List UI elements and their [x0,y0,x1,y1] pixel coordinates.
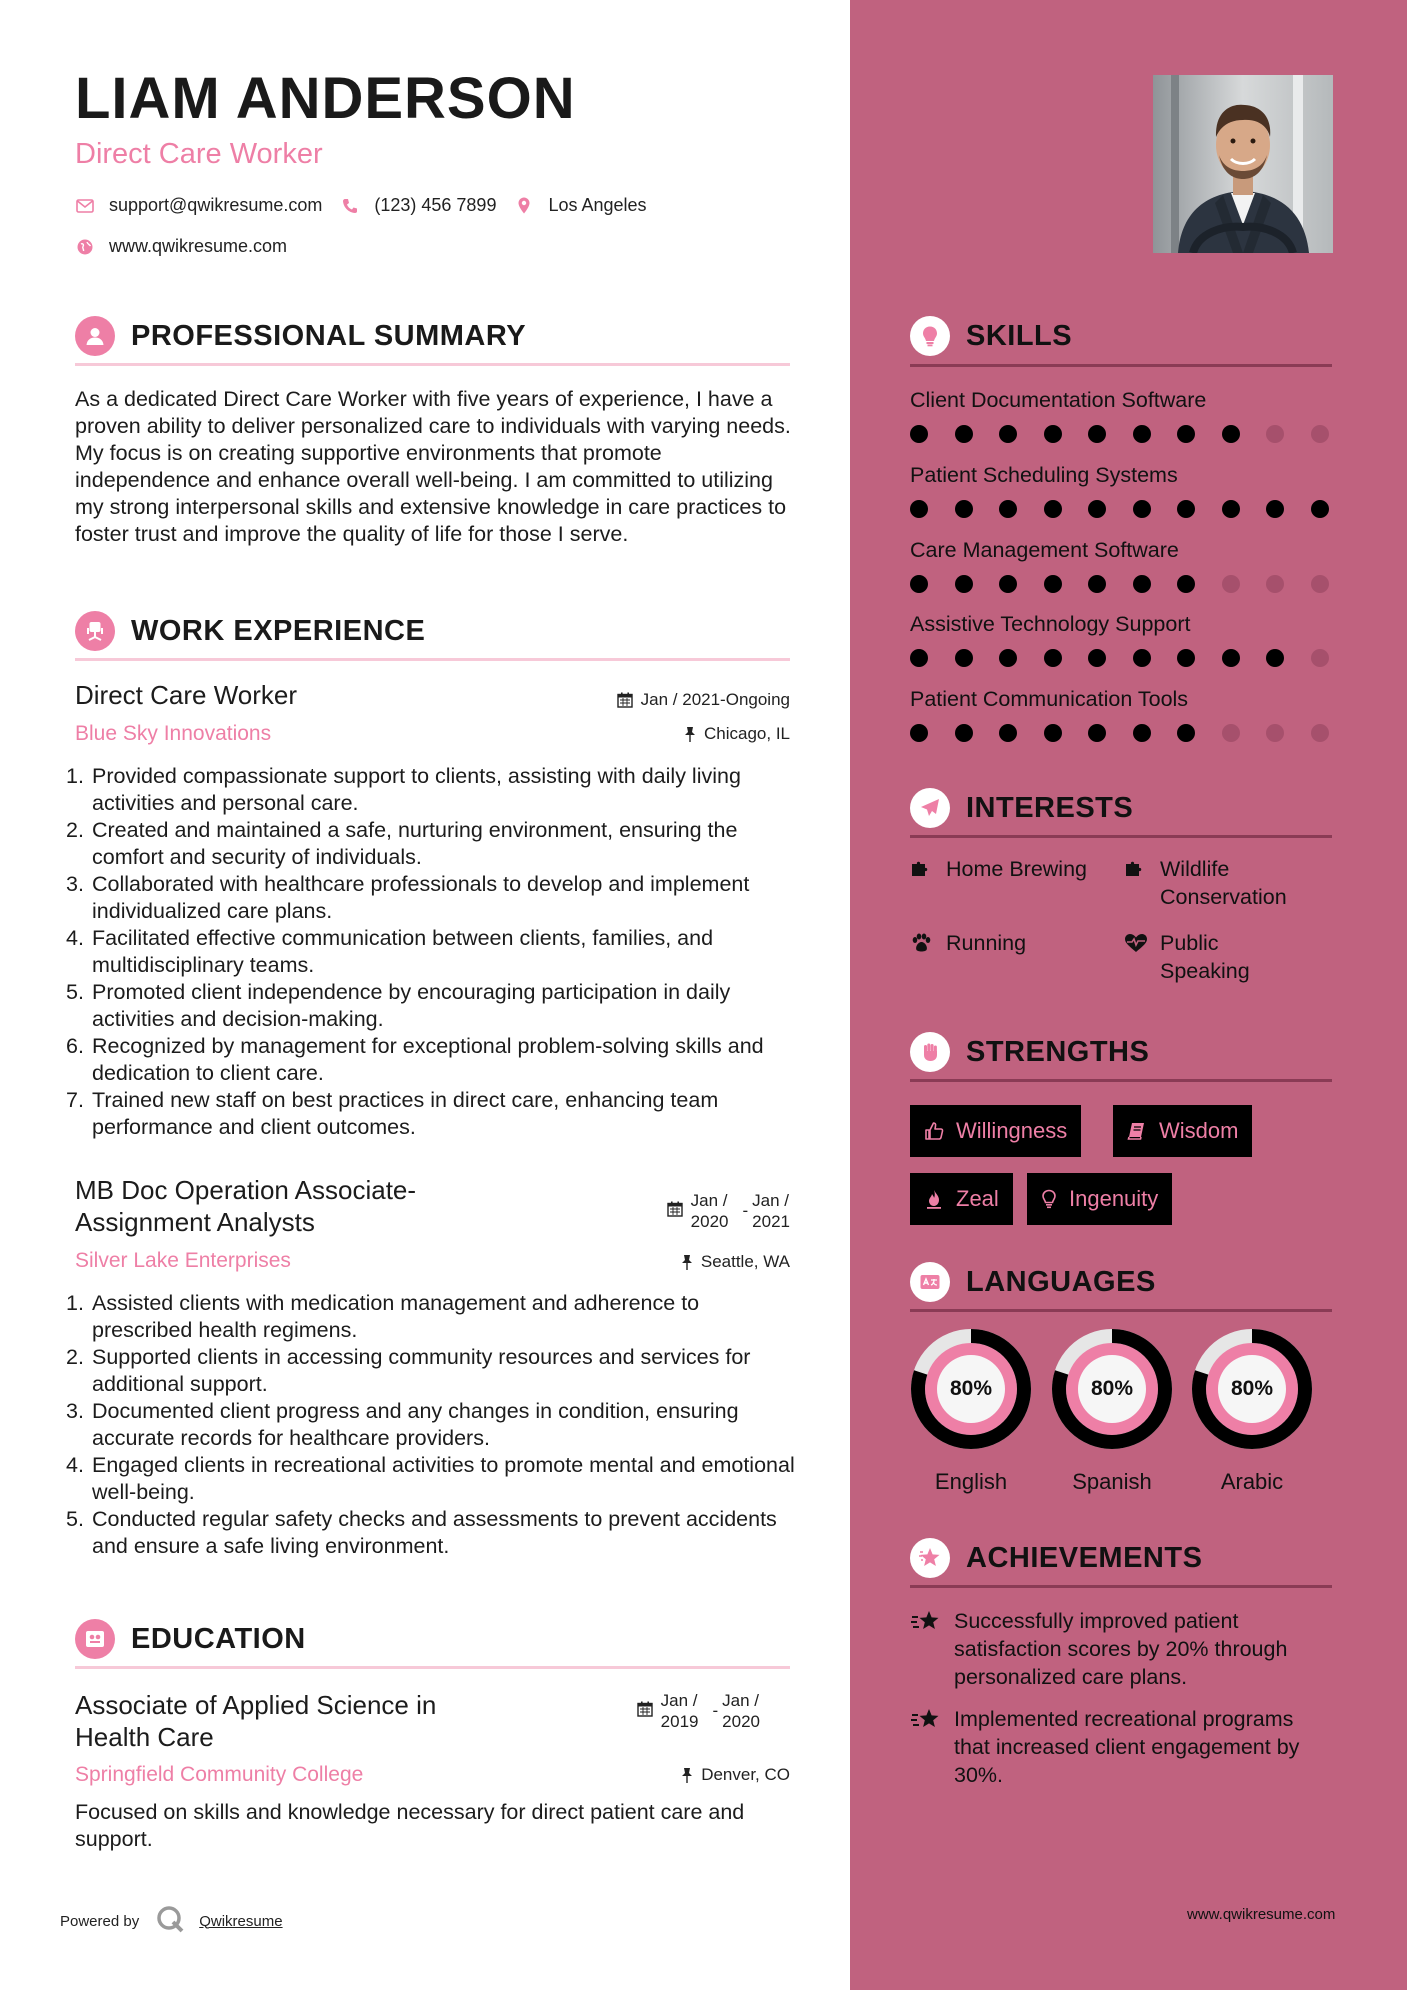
education-location [681,1765,790,1789]
fist-icon [910,1032,950,1072]
thumbtack-icon [681,1767,693,1789]
job-1-date [617,690,790,713]
summary-text: As a dedicated Direct Care Worker with five years of experience, I have a proven ability to deliver personalized care to individuals with varying needs. My focus is on creating supportive environments that promote independence and enhance overall well-being. I am committed to utilizing my strong interpersonal skills and extensive knowledge in care practices to foster trust and improve the quality of life for those I serve. [75,387,791,546]
contact-location [514,195,646,216]
lightbulb-icon [1041,1189,1057,1209]
office-chair-icon [75,611,115,651]
rating-dot-filled [1044,425,1062,443]
graduation-icon [75,1619,115,1659]
calendar-icon [667,1201,683,1222]
job-2-title-line1: MB Doc Operation Associate- [75,1175,417,1205]
strength-tag [1113,1105,1252,1157]
skills-title: SKILLS [966,319,1073,352]
rating-dot-empty [1222,724,1240,742]
job-2-location-text: Seattle, WA [700,1252,790,1271]
strengths-divider [910,1079,1332,1082]
thumbtack-icon [681,1254,693,1276]
language-percent: 80% [949,1377,993,1400]
puzzle-icon [1124,858,1148,886]
rating-dot-filled [955,425,973,443]
translate-icon [910,1262,950,1302]
summary-heading [75,316,790,356]
strength-tag [910,1105,1081,1157]
education-location-text: Denver, CO [701,1765,790,1784]
list-item: 6. Recognized by management for exceptional problem-solving skills and dedication to client care. [66,1034,764,1085]
achievement-text: Successfully improved patient satisfaction scores by 20% through personalized care plans. [954,1609,1288,1689]
language-ring [1190,1327,1314,1451]
rating-dot-filled [955,724,973,742]
rating-dot-empty [1266,575,1284,593]
experience-divider [75,658,790,661]
experience-title: WORK EXPERIENCE [131,614,426,647]
language-name: English [934,1469,1008,1494]
puzzle-icon [910,858,934,886]
rating-dot-filled [910,649,928,667]
rating-dot-filled [999,649,1017,667]
rating-dot-empty [1311,649,1329,667]
rating-dot-filled [1133,425,1151,443]
candidate-name: LIAM ANDERSON [75,66,576,131]
interest-label: Wildlife Conservation [1160,857,1287,909]
job-2-title [75,1174,416,1238]
rating-dot-empty [1311,724,1329,742]
contact-phone[interactable] [340,195,496,216]
strength-label: Zeal [956,1186,999,1211]
language-percent: 80% [1090,1377,1134,1400]
rating-dot-filled [910,575,928,593]
profile-photo [1153,75,1333,253]
rating-dot-filled [1266,500,1284,518]
list-item: 5. Promoted client independence by encouraging participation in daily activities and decision-making. [66,980,731,1031]
paper-plane-icon [910,788,950,828]
school-name: Springfield Community College [75,1763,364,1786]
education-divider [75,1666,790,1669]
rating-dot-filled [910,724,928,742]
rating-dot-filled [1088,500,1106,518]
skill-rating [910,649,1355,667]
language-item [909,1327,1033,1495]
flame-icon [924,1189,944,1209]
skill-name: Patient Scheduling Systems [910,463,1178,487]
rating-dot-filled [1088,649,1106,667]
globe-icon [75,237,95,257]
rating-dot-filled [955,649,973,667]
rating-dot-filled [1222,649,1240,667]
rating-dot-filled [1177,649,1195,667]
interests-title: INTERESTS [966,791,1134,824]
strength-label: Willingness [956,1118,1068,1143]
website-text: www.qwikresume.com [109,236,288,256]
shooting-star-icon [910,1707,942,1740]
education-date-end: Jan / 2020 [722,1691,760,1731]
skill-rating [910,575,1355,593]
skill-name: Client Documentation Software [910,388,1207,412]
rating-dot-filled [1088,724,1106,742]
language-item [1190,1327,1314,1495]
interest-label: Running [946,931,1027,955]
thumbtack-icon [684,726,696,748]
job-1-location [684,724,790,748]
rating-dot-filled [1177,425,1195,443]
rating-dot-filled [999,500,1017,518]
achievements-divider [910,1585,1332,1588]
strengths-title: STRENGTHS [966,1035,1150,1068]
list-item: 1. Assisted clients with medication management and adherence to prescribed health regimens. [66,1291,700,1342]
strength-tag [1027,1173,1172,1225]
job-2-title-line2: Assignment Analysts [75,1207,315,1237]
degree-line2: Health Care [75,1722,214,1752]
interest-item [1124,855,1287,911]
rating-dot-filled [1133,649,1151,667]
education-heading [75,1619,790,1659]
footer-website[interactable]: www.qwikresume.com [1187,1906,1336,1923]
calendar-icon [617,692,633,713]
job-1-bullets [66,763,801,1141]
list-item: 2. Created and maintained a safe, nurturing environment, ensuring the comfort and security of individuals. [66,818,738,869]
achievement-text: Implemented recreational programs that increased client engagement by 30%. [954,1707,1300,1787]
list-item: 1. Provided compassionate support to clients, assisting with daily living activities and personal care. [66,764,741,815]
rating-dot-filled [1266,649,1284,667]
powered-by [60,1904,283,1938]
job-2-date [667,1190,790,1232]
interest-item [1124,929,1250,985]
rating-dot-filled [910,425,928,443]
skill-rating [910,425,1355,443]
skill-name: Patient Communication Tools [910,687,1189,711]
list-item: 3. Documented client progress and any changes in condition, ensuring accurate records for healthcare providers. [66,1399,739,1450]
skills-heading [910,316,1332,356]
interests-heading [910,788,1332,828]
languages-title: LANGUAGES [966,1265,1156,1298]
achievements-heading [910,1538,1332,1578]
achievement-item [910,1607,1335,1691]
interest-item [910,855,1087,886]
skill-name: Care Management Software [910,538,1179,562]
star-badge-icon [910,1538,950,1578]
job-2-date-end: Jan / 2021 [752,1191,790,1231]
job-1-company: Blue Sky Innovations [75,722,272,745]
calendar-icon [637,1701,653,1722]
language-percent: 80% [1230,1377,1274,1400]
strengths-heading [910,1032,1332,1072]
strength-label: Wisdom [1159,1118,1239,1143]
qwikresume-link[interactable]: Qwikresume [199,1912,283,1930]
contact-row [75,195,665,216]
rating-dot-filled [1133,724,1151,742]
heartbeat-icon [1124,932,1148,960]
list-item: 4. Facilitated effective communication between clients, families, and multidisciplinary teams. [66,926,714,977]
job-1-title: Direct Care Worker [75,680,298,710]
education-date-start: Jan / 2019 [660,1691,699,1731]
rating-dot-filled [1088,575,1106,593]
contact-row-2 [75,236,305,257]
language-name: Spanish [1072,1469,1152,1494]
rating-dot-empty [1266,724,1284,742]
summary-title: PROFESSIONAL SUMMARY [131,319,527,352]
achievements-title: ACHIEVEMENTS [966,1541,1203,1574]
rating-dot-filled [1177,724,1195,742]
sidebar [850,0,1407,1990]
rating-dot-filled [910,500,928,518]
rating-dot-filled [1044,575,1062,593]
list-item: 3. Collaborated with healthcare professionals to develop and implement individualized care plans. [66,872,750,923]
paw-icon [910,932,934,960]
location-text: Los Angeles [548,195,647,215]
map-pin-icon [514,196,534,216]
interests-divider [910,835,1332,838]
job-2-company: Silver Lake Enterprises [75,1249,291,1272]
education-title: EDUCATION [131,1622,306,1655]
languages-divider [910,1309,1332,1312]
rating-dot-filled [1311,500,1329,518]
job-2-location [681,1252,790,1276]
phone-icon [340,196,360,216]
rating-dot-filled [955,500,973,518]
education-description: Focused on skills and knowledge necessary for direct patient care and support. [75,1800,745,1851]
achievement-item [910,1705,1335,1789]
powered-by-label: Powered by [60,1912,140,1930]
thumbs-up-icon [924,1121,944,1141]
rating-dot-filled [1133,575,1151,593]
experience-heading [75,611,790,651]
rating-dot-filled [1088,425,1106,443]
shooting-star-icon [910,1609,942,1642]
contact-email[interactable] [75,195,322,216]
rating-dot-filled [1044,500,1062,518]
rating-dot-filled [1177,500,1195,518]
interest-label: Home Brewing [946,857,1087,881]
rating-dot-empty [1266,425,1284,443]
rating-dot-filled [1044,649,1062,667]
summary-divider [75,363,790,366]
list-item: 7. Trained new staff on best practices in direct care, enhancing team performance and client outcomes. [66,1088,719,1139]
phone-text: (123) 456 7899 [374,195,497,215]
interest-item [910,929,1026,960]
rating-dot-empty [1311,575,1329,593]
job-2-date-start: Jan / 2020 [690,1191,729,1231]
skill-name: Assistive Technology Support [910,612,1191,636]
rating-dot-empty [1222,575,1240,593]
rating-dot-filled [999,575,1017,593]
job-2-date-sep: - [742,1201,749,1220]
user-icon [75,316,115,356]
degree-title [75,1689,436,1753]
job-1-location-text: Chicago, IL [704,724,790,743]
education-date-sep: - [712,1701,719,1720]
envelope-icon [75,196,95,216]
list-item: 4. Engaged clients in recreational activities to promote mental and emotional well-being. [66,1453,795,1504]
lightbulb-icon [910,316,950,356]
interest-label: Public Speaking [1160,931,1250,983]
job-2-bullets [66,1290,801,1560]
strength-label: Ingenuity [1069,1186,1159,1211]
skill-rating [910,500,1355,518]
email-text: support@qwikresume.com [109,195,323,215]
qwikresume-logo-icon [155,1904,185,1938]
education-date [637,1690,790,1732]
rating-dot-filled [1222,425,1240,443]
language-item [1050,1327,1174,1495]
book-icon [1127,1121,1147,1141]
job-1-date-text: Jan / 2021-Ongoing [640,690,790,709]
rating-dot-filled [955,575,973,593]
list-item: 5. Conducted regular safety checks and assessments to prevent accidents and ensure a safe living environment. [66,1507,777,1558]
candidate-title: Direct Care Worker [75,138,323,170]
degree-line1: Associate of Applied Science in [75,1690,437,1720]
contact-website[interactable] [75,236,287,257]
list-item: 2. Supported clients in accessing community resources and services for additional support. [66,1345,751,1396]
strength-tag [910,1173,1013,1225]
languages-heading [910,1262,1332,1302]
rating-dot-filled [1177,575,1195,593]
rating-dot-filled [1044,724,1062,742]
language-name: Arabic [1220,1469,1284,1494]
language-ring [1050,1327,1174,1451]
rating-dot-filled [1133,500,1151,518]
rating-dot-filled [1222,500,1240,518]
skill-rating [910,724,1355,742]
skills-divider [910,364,1332,367]
language-ring [909,1327,1033,1451]
rating-dot-empty [1311,425,1329,443]
rating-dot-filled [999,724,1017,742]
rating-dot-filled [999,425,1017,443]
